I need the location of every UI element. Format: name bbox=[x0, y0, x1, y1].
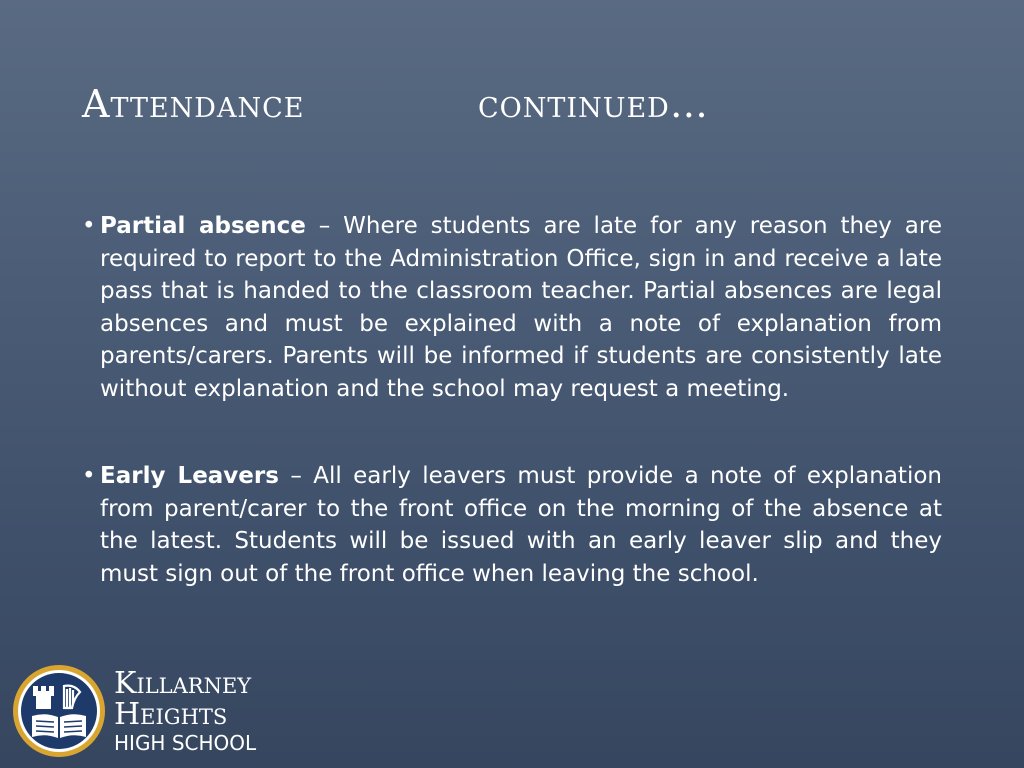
title-part-2: continued… bbox=[478, 82, 709, 126]
bullet-marker: • bbox=[82, 213, 96, 239]
bullet-marker: • bbox=[82, 463, 96, 489]
logo-wordmark-line-2: Heights bbox=[114, 697, 228, 732]
bullet-term: Early Leavers bbox=[100, 463, 279, 489]
slide-title bbox=[82, 82, 942, 142]
bullet-early-leavers bbox=[82, 460, 942, 590]
bullet-partial-absence bbox=[82, 210, 942, 405]
school-crest-icon bbox=[12, 664, 106, 758]
title-part-1: Attendance bbox=[82, 82, 305, 126]
school-logo bbox=[12, 664, 312, 764]
bullet-text: – All early leavers must provide a note of explanation from parent/carer to the front office on the morning of the absence at the latest. Students will be issued with an early leaver slip and they must sign out of the front office when leaving the school. bbox=[100, 463, 942, 587]
bullet-text: – Where students are late for any reason they are required to report to the Administration Office, sign in and receive a late pass that is handed to the classroom teacher. Partial absences are legal absences and must be explained with a note of explanation from parents/carers. Parents will be informed if students are consistently late without explanation and the school may request a meeting. bbox=[100, 213, 942, 402]
logo-wordmark-line-1: Killarney bbox=[114, 666, 252, 701]
logo-wordmark-line-3: HIGH SCHOOL bbox=[114, 731, 257, 755]
bullet-term: Partial absence bbox=[100, 213, 306, 239]
slide-content bbox=[82, 210, 942, 590]
